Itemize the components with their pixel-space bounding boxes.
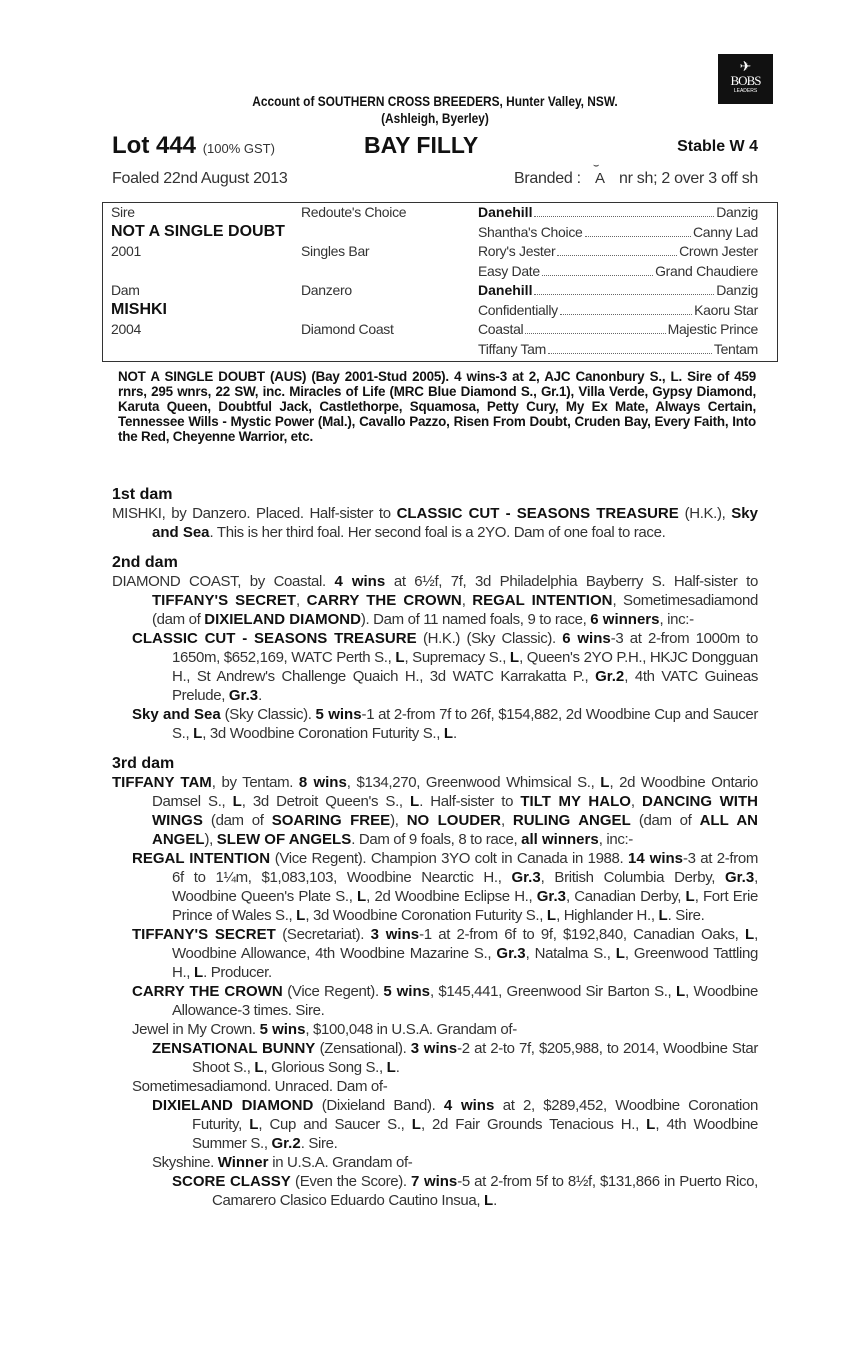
dam-dam: Diamond Coast	[301, 321, 394, 337]
family-entry	[112, 925, 758, 982]
grandparent-name: Coastal	[478, 321, 524, 337]
text-run: -3 at 2-from 1000m to 1650m, $652,169, WATC Perth S.,	[172, 630, 758, 666]
branded-label: Branded :	[514, 170, 581, 187]
bold-text: all winners	[521, 831, 599, 848]
grandparent-sire: Canny Lad	[692, 223, 758, 240]
sire-dam: Singles Bar	[301, 243, 370, 259]
text-run: , Woodbine Allowance-3 times. Sire.	[172, 983, 758, 1019]
lot-number	[112, 132, 275, 160]
bold-text: 3 wins	[410, 1040, 458, 1057]
text-run: , Sometimesadiamond (dam of	[152, 592, 759, 628]
text-run: -1 at 2-from 6f to 9f, $192,840, Canadian Oaks,	[419, 926, 745, 943]
sire-label: Sire	[111, 204, 135, 220]
grandparent-sire: Danzig	[716, 282, 758, 298]
grandparent-row	[478, 301, 758, 320]
dam-year: 2004	[111, 321, 141, 337]
text-run: , 3d Woodbine Coronation Futurity S.,	[202, 725, 444, 742]
text-run: ,	[461, 592, 473, 609]
brand-symbol-icon	[585, 160, 615, 187]
bold-text: Gr.2	[595, 668, 625, 685]
grandparent-row	[478, 320, 758, 339]
family-entry	[112, 773, 758, 849]
bold-text: Gr.3	[496, 945, 526, 962]
text-run: (Vice Regent). Champion 3YO colt in Canada in 1988.	[270, 850, 628, 867]
leader-dots	[585, 223, 691, 237]
grandparent-name: Rory's Jester	[478, 243, 556, 259]
brand-info	[514, 160, 758, 188]
text-run: ,	[500, 812, 513, 829]
text-run: Jewel in My Crown.	[132, 1021, 260, 1038]
text-run: (Secretariat).	[275, 926, 371, 943]
bold-text: L	[443, 725, 454, 742]
leader-dots	[560, 301, 692, 315]
text-run: -1 at 2-from 7f to 26f, $154,882, 2d Woodbine Cup and Saucer S.,	[172, 706, 759, 742]
text-run: , $100,048 in U.S.A. Grandam of-	[305, 1021, 517, 1038]
bold-text: Gr.3	[511, 869, 541, 886]
section-heading: 1st dam	[112, 486, 173, 503]
bold-text: L	[615, 945, 625, 962]
family-entry	[112, 1172, 758, 1210]
bold-text: L	[395, 649, 405, 666]
bobs-logo	[718, 54, 773, 104]
text-run: MISHKI, by Danzero. Placed. Half-sister to	[112, 505, 397, 522]
grandparent-row	[478, 203, 758, 222]
bold-text: SOARING FREE	[271, 812, 391, 829]
grandparent-name: Danehill	[478, 204, 533, 220]
brand-letter: A	[595, 170, 605, 187]
text-run: Sometimesadiamond. Unraced. Dam of-	[132, 1078, 388, 1095]
grandparent-sire: Grand Chaudiere	[655, 262, 758, 279]
bold-text: 5 wins	[315, 706, 362, 723]
text-run: (Sky Classic).	[220, 706, 316, 723]
bold-text: L	[254, 1059, 264, 1076]
family-entry	[112, 572, 758, 629]
bold-text: Gr.2	[271, 1135, 301, 1152]
sire-name: NOT A SINGLE DOUBT	[111, 223, 285, 240]
grandparent-row	[478, 242, 758, 261]
text-run: , 3d Woodbine Coronation Futurity S.,	[305, 907, 547, 924]
text-run: , 3d Detroit Queen's S.,	[241, 793, 411, 810]
text-run: -5 at 2-from 5f to 8½f, $131,866 in Puerto Rico, Camarero Clasico Eduardo Cautino Insua,	[212, 1173, 758, 1209]
foaled-date: Foaled 22nd August 2013	[112, 170, 288, 187]
bold-text: Sky and Sea	[132, 706, 221, 723]
bold-text: L	[249, 1116, 259, 1133]
text-run: .	[395, 1059, 400, 1076]
pedigree-table	[102, 202, 778, 362]
family-entry	[112, 1096, 758, 1153]
sire-year: 2001	[111, 243, 141, 259]
grandparent-name: Easy Date	[478, 262, 540, 279]
bold-text: DANCING WITH WINGS	[152, 793, 758, 829]
text-run: , 2d Woodbine Eclipse H.,	[366, 888, 537, 905]
vendor-name: Account of SOUTHERN CROSS BREEDERS, Hunter Valley, NSW.	[252, 93, 618, 109]
bold-text: L	[744, 926, 755, 943]
bold-text: CARRY THE CROWN	[132, 983, 283, 1000]
bold-text: L	[509, 649, 520, 666]
bold-text: REGAL INTENTION	[472, 592, 613, 609]
text-run: , inc:-	[659, 611, 694, 628]
family-entry	[112, 1039, 758, 1077]
text-run: DIAMOND COAST, by Coastal.	[112, 573, 335, 590]
text-run: , Queen's 2YO P.H., HKJC Dongguan H., St Andrew's Challenge Quaich H., 3d WATC Karrakatta P.,	[172, 649, 758, 685]
family-entry	[112, 1077, 758, 1096]
family-entry	[112, 705, 758, 743]
bold-text: L	[193, 964, 204, 981]
grandparent-row	[478, 262, 758, 281]
text-run: .	[453, 725, 457, 742]
bold-text: DIXIELAND DIAMOND	[204, 611, 361, 628]
sire-summary: NOT A SINGLE DOUBT (AUS) (Bay 2001-Stud 2005). 4 wins-3 at 2, AJC Canonbury S., L. Sire of 459 rnrs, 295 wnrs, 22 SW, inc. Miracles of Life (MRC Blue Diamond S., Gr.1), Villa Verde, Gypsy Diamond, Karuta Queen, Doubtful Jack, Castlethorpe, Squamosa, Petty Cury, My Ex Mate, Always Certain, Tennessee Wills - Mystic Power (Mal.), Cavallo Pazzo, Risen From Doubt, Cruden Bay, Every Faith, Into the Red, Cheyenne Warrior, etc.	[118, 369, 756, 444]
text-run: , Supremacy S.,	[404, 649, 510, 666]
lot-label: Lot 444	[112, 132, 197, 159]
text-run: , 2d Fair Grounds Tenacious H.,	[420, 1116, 647, 1133]
text-run: in U.S.A. Grandam of-	[268, 1154, 413, 1171]
grandparent-row	[478, 281, 758, 300]
family-entry	[112, 629, 758, 705]
text-run: , Glorious Song S.,	[263, 1059, 387, 1076]
grandparent-name: Shantha's Choice	[478, 223, 583, 240]
text-run: ),	[204, 831, 217, 848]
bold-text: 14 wins	[628, 850, 684, 867]
text-run: .	[258, 687, 262, 704]
family-entry	[112, 849, 758, 925]
text-run: at 6½f, 7f, 3d Philadelphia Bayberry S. Half-sister to	[385, 573, 758, 590]
section-heading: 2nd dam	[112, 554, 178, 571]
bold-text: 8 wins	[298, 774, 347, 791]
text-run: ,	[296, 592, 307, 609]
bold-text: L	[685, 888, 695, 905]
text-run: .	[493, 1192, 497, 1209]
stable-number: Stable W 4	[677, 138, 758, 155]
grandparent-sire: Tentam	[713, 340, 758, 357]
text-run: , by Tentam.	[211, 774, 299, 791]
lot-header	[112, 132, 758, 160]
bold-text: ALL AN ANGEL	[152, 812, 759, 848]
text-run: (H.K.),	[678, 505, 732, 522]
brand-description: nr sh; 2 over 3 off sh	[619, 170, 758, 187]
text-run: . Sire.	[667, 907, 705, 924]
dam-sire: Danzero	[301, 282, 352, 298]
bold-text: NO LOUDER	[406, 812, 501, 829]
leader-dots	[525, 320, 665, 334]
bold-text: L	[646, 1116, 656, 1133]
bold-text: L	[386, 1059, 396, 1076]
text-run: (Even the Score).	[290, 1173, 411, 1190]
leader-dots	[542, 262, 653, 276]
text-run: , $134,270, Greenwood Whimsical S.,	[346, 774, 601, 791]
bold-text: 4 wins	[443, 1097, 495, 1114]
bold-text: Sky and Sea	[152, 505, 758, 541]
text-run: , $145,441, Greenwood Sir Barton S.,	[429, 983, 676, 1000]
text-run: , Cup and Saucer S.,	[258, 1116, 412, 1133]
grandparent-name: Confidentially	[478, 301, 558, 318]
dam-label: Dam	[111, 282, 140, 298]
text-run: , Greenwood Tattling H.,	[172, 945, 758, 981]
family-entry	[112, 1153, 758, 1172]
bold-text: Gr.3	[228, 687, 259, 704]
bold-text: 7 wins	[410, 1173, 458, 1190]
leader-dots	[534, 203, 714, 217]
bold-text: Gr.3	[724, 869, 755, 886]
text-run: . Sire.	[300, 1135, 338, 1152]
bold-text: Winner	[217, 1154, 269, 1171]
bold-text: TIFFANY'S SECRET	[152, 592, 297, 609]
text-run: (dam of	[202, 812, 272, 829]
bold-text: L	[357, 888, 367, 905]
grandparent-sire: Crown Jester	[679, 243, 758, 259]
text-run: . Producer.	[203, 964, 272, 981]
grandparent-name: Tiffany Tam	[478, 340, 547, 357]
text-run: ),	[390, 812, 407, 829]
vendor-account	[150, 93, 720, 127]
family-entry	[112, 1020, 758, 1039]
bold-text: CARRY THE CROWN	[306, 592, 462, 609]
bold-text: 5 wins	[259, 1021, 306, 1038]
text-run: , Highlander H.,	[556, 907, 659, 924]
bold-text: L	[675, 983, 686, 1000]
text-run: . Half-sister to	[419, 793, 521, 810]
text-run: -3 at 2-from 6f to 1¼m, $1,083,103, Woodbine Nearctic H.,	[172, 850, 758, 886]
bold-text: 4 wins	[334, 573, 386, 590]
text-run: (Vice Regent).	[282, 983, 384, 1000]
text-run: ,	[630, 793, 643, 810]
text-run: . Dam of 9 foals, 8 to race,	[351, 831, 522, 848]
text-run: at 2, $289,452, Woodbine Coronation Futurity,	[192, 1097, 758, 1133]
text-run: (H.K.) (Sky Classic).	[416, 630, 563, 647]
grandparent-row	[478, 340, 758, 359]
family-entry	[112, 504, 758, 542]
bold-text: L	[193, 725, 203, 742]
bold-text: L	[296, 907, 306, 924]
logo-subtext: LEADERS	[733, 88, 758, 94]
leader-dots	[534, 281, 714, 295]
grandparent-row	[478, 223, 758, 242]
horse-description: BAY FILLY	[364, 132, 479, 158]
text-run: , Canadian Derby,	[565, 888, 686, 905]
bold-text: Gr.3	[536, 888, 566, 905]
text-run: , 2d Woodbine Ontario Damsel S.,	[152, 774, 758, 810]
bold-text: L	[411, 1116, 421, 1133]
brand-cap: ⌣	[592, 160, 600, 171]
section-heading: 3rd dam	[112, 755, 175, 772]
logo-text: BOBS	[730, 73, 761, 88]
text-run: . This is her third foal. Her second foal is a 2YO. Dam of one foal to race.	[209, 524, 666, 541]
text-run: , Woodbine Allowance, 4th Woodbine Mazarine S.,	[172, 926, 758, 962]
text-run: , Natalma S.,	[525, 945, 616, 962]
gst-note: (100% GST)	[202, 141, 275, 156]
text-run: , Fort Erie Prince of Wales S.,	[172, 888, 758, 924]
bold-text: RULING ANGEL	[512, 812, 631, 829]
bold-text: CLASSIC CUT - SEASONS TREASURE	[132, 630, 417, 647]
bold-text: REGAL INTENTION	[132, 850, 271, 867]
bird-icon: ✈	[739, 58, 752, 74]
bold-text: 6 wins	[562, 630, 611, 647]
text-run: (dam of	[630, 812, 700, 829]
dam-name: MISHKI	[111, 301, 167, 318]
leader-dots	[557, 242, 677, 256]
text-run: Skyshine.	[152, 1154, 218, 1171]
bold-text: ZENSATIONAL BUNNY	[152, 1040, 316, 1057]
bold-text: L	[546, 907, 557, 924]
text-run: , 4th VATC Guineas Prelude,	[172, 668, 759, 704]
bold-text: L	[410, 793, 420, 810]
text-run: (Dixieland Band).	[313, 1097, 444, 1114]
grandparent-name: Danehill	[478, 282, 533, 298]
bold-text: TIFFANY'S SECRET	[132, 926, 276, 943]
bold-text: TIFFANY TAM	[112, 774, 212, 791]
bold-text: 6 winners	[590, 611, 660, 628]
text-run: -2 at 2-to 7f, $205,988, to 2014, Woodbine Star Shoot S.,	[192, 1040, 758, 1076]
bold-text: L	[483, 1192, 494, 1209]
female-line	[112, 486, 758, 1210]
bold-text: 3 wins	[370, 926, 420, 943]
leader-dots	[548, 340, 712, 354]
bold-text: DIXIELAND DIAMOND	[152, 1097, 314, 1114]
text-run: (Zensational).	[315, 1040, 411, 1057]
grandparent-sire: Majestic Prince	[667, 321, 758, 337]
text-run: , inc:-	[598, 831, 633, 848]
text-run: , British Columbia Derby,	[540, 869, 725, 886]
bold-text: L	[600, 774, 610, 791]
text-run: , Woodbine Queen's Plate S.,	[172, 869, 758, 905]
bold-text: SCORE CLASSY	[172, 1173, 291, 1190]
bold-text: L	[658, 907, 668, 924]
bold-text: L	[232, 793, 242, 810]
bold-text: CLASSIC CUT - SEASONS TREASURE	[396, 505, 679, 522]
text-run: ). Dam of 11 named foals, 9 to race,	[360, 611, 591, 628]
vendor-properties: (Ashleigh, Byerley)	[381, 110, 489, 126]
grandparent-sire: Kaoru Star	[694, 301, 758, 318]
grandparent-sire: Danzig	[716, 204, 758, 220]
text-run: , 4th Woodbine Summer S.,	[192, 1116, 758, 1152]
bold-text: 5 wins	[383, 983, 430, 1000]
sire-sire: Redoute's Choice	[301, 204, 407, 220]
family-entry	[112, 982, 758, 1020]
bold-text: TILT MY HALO	[520, 793, 631, 810]
bold-text: SLEW OF ANGELS	[216, 831, 352, 848]
